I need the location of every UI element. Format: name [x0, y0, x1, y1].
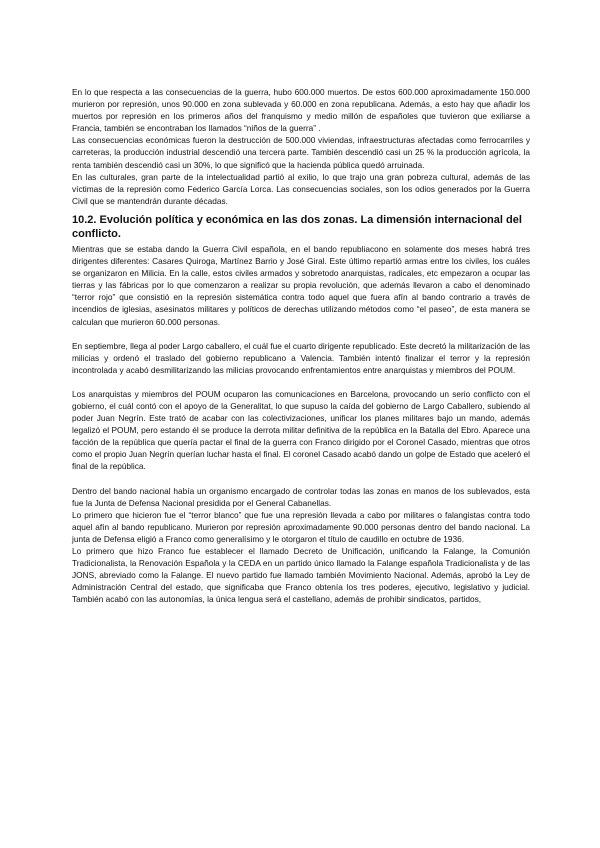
- paragraph-poum-negrin: Los anarquistas y miembros del POUM ocuparon las comunicaciones en Barcelona, provocando un serio conflicto con el gobierno, el cuál contó con el apoyo de la Generalitat, lo que supuso la caída del gobierno de Largo Caballero, subiendo al poder Juan Negrín. Este trató de acabar con las colectivizaciones, unificar los planes militares bajo un mando, además legalizó el POUM, pero estando él se produce la derrota militar definitiva de la república en la Batalla del Ebro. Aparece una facción de la república que quería pactar el final de la guerra con Franco dirigido por el Coronel Casado, mientras que otros como el propio Juan Negrín querían luchar hasta el final. El coronel Casado acabó dando un golpe de Estado que aceleró el final de la república.: [72, 388, 530, 472]
- paragraph-republican-zone: Mientras que se estaba dando la Guerra Civil española, en el bando republiacono en solamente dos meses habrá tres dirigentes diferentes: Casares Quiroga, Martínez Barrio y José Giral. Este último repartió armas entre los civiles, los cuáles se organizaron en Milicia. En la calle, estos civiles armados y sobretodo anarquistas, radicales, etc empezaron a ocupar las tierras y las fábricas por lo que comenzaron a realizar su propia revolución, que además llevaron a cabo el denominado “terror rojo” que consistió en la represión sistemática contra todo aquel que fuera afín al bando contrario a través de incendios de iglesias, asesinatos militares y políticos de derechas utilizando métodos como “el paseo”, de esta manera se calculan que murieron 60.000 personas.: [72, 243, 530, 327]
- section-heading: 10.2. Evolución política y económica en las dos zonas. La dimensión internacional del conflicto.: [72, 213, 522, 240]
- paragraph-largo-caballero: En septiembre, llega al poder Largo caballero, el cuál fue el cuarto dirigente republicado. Este decretó la militarización de las milicias y ordenó el traslado del gobierno republicano a Valencia. También intentó finalizar el terror y la represión incontrolada y acabó desmilitarizando las milicias provocando enfrentamientos entre anarquistas y miembros del POUM.: [72, 340, 530, 375]
- paragraph-decreto-unificacion: Lo primero que hizo Franco fue establecer el llamado Decreto de Unificación, unificando la Falange, la Comunión Tradicionalista, la Renovación Española y la CEDA en un partido único llamado la Falange española Tradicionalista y de las JONS, abreviado como la Falange. El nuevo partido fue llamado también Movimiento Nacional. Además, aprobó la Ley de Administración Central del estado, que significaba que Franco obtenía los tres poderes, ejecutivo, legislativo y judicial. También acabó con las autonomías, la única lengua será el castellano, además de prohibir sindicatos, partidos,: [72, 546, 530, 605]
- paragraph-war-casualties: En lo que respecta a las consecuencias de la guerra, hubo 600.000 muertos. De estos 600.000 aproximadamente 150.000 murieron por represión, unos 90.000 en zona sublevada y 60.000 en zona republicana. Además, a esto hay que añadir los muertos por represión en los primeros años del franquismo y medio millón de españoles que tuvieron que exiliarse a Francia, también se encontraban los llamados “niños de la guerra” .: [72, 87, 530, 134]
- paragraph-gap: [72, 376, 530, 388]
- paragraph-gap: [72, 328, 530, 340]
- paragraph-junta-defensa: Dentro del bando nacional había un organismo encargado de controlar todas las zonas en manos de los sublevados, esta fue la Junta de Defensa Nacional presidida por el General Cabanellas.: [72, 485, 530, 508]
- paragraph-gap: [72, 473, 530, 485]
- paragraph-cultural-consequences: En las culturales, gran parte de la intelectualidad partió al exilio, lo que trajo una gran pobreza cultural, además de las víctimas de la represión como Federico García Lorca. Las consecuencias sociales, son los odios generados por la Guerra Civil que se mantendrán durante décadas.: [72, 171, 530, 206]
- document-body: [72, 86, 530, 605]
- paragraph-economic-consequences: Las consecuencias económicas fueron la destrucción de 500.000 viviendas, infraestructuras afectadas como ferrocarriles y carreteras, la producción industrial descendió una tercera parte. También descendió casi un 25 % la producción agrícola, la renta también descendió casi un 30%, lo que significó que la hacienda pública quedó arruinada.: [72, 135, 530, 170]
- paragraph-terror-blanco: Lo primero que hicieron fue el “terror blanco” que fue una represión llevada a cabo por militares o falangistas contra todo aquel afín al bando republicano. Murieron por represión aproximadamente 90.000 personas dentro del bando nacional. La junta de Defensa eligió a Franco como generalísimo y le otorgaron el título de caudillo en octubre de 1936.: [72, 509, 530, 544]
